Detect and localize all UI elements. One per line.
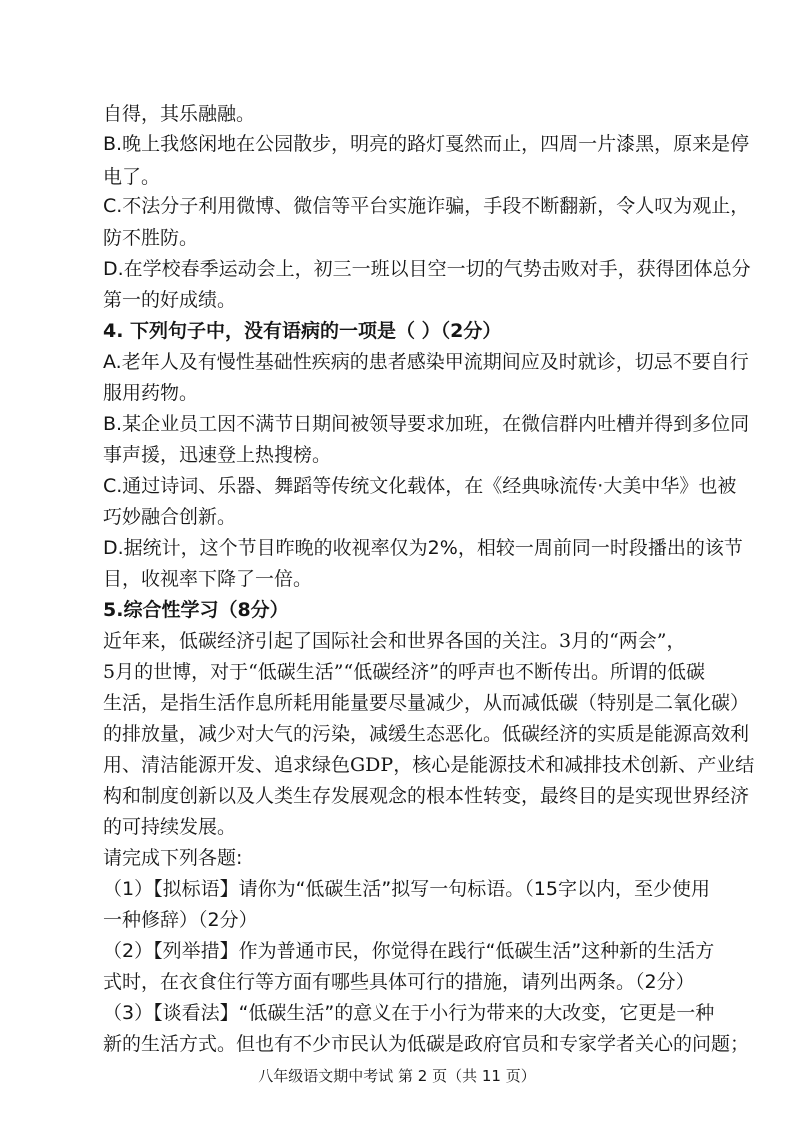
passage-line-2: 5月的世博，对于“低碳生活”“低碳经济”的呼声也不断传出。所谓的低碳 xyxy=(103,661,705,683)
q4-option-b-line-1: B.某企业员工因不满节日期间被领导要求加班，在微信群内吐槽并得到多位同 xyxy=(103,413,750,435)
q4-option-c-line-1: C.通过诗词、乐器、舞蹈等传统文化载体，在《经典咏流传·大美中华》也被 xyxy=(103,475,737,497)
subquestion-2-line-1: （2）【列举措】作为普通市民，你觉得在践行“低碳生活”这种新的生活方 xyxy=(103,940,715,962)
option-b-line-1: B.晚上我悠闲地在公园散步，明亮的路灯戛然而止，四周一片漆黑，原来是停 xyxy=(103,133,750,155)
page-footer: 八年级语文期中考试 第 2 页（共 11 页） xyxy=(258,1067,536,1085)
subquestion-2-line-2: 式时，在衣食住行等方面有哪些具体可行的措施，请列出两条。（2分） xyxy=(103,971,695,993)
option-c-line-1: C.不法分子利用微博、微信等平台实施诈骗，手段不断翻新，令人叹为观止， xyxy=(103,195,750,217)
passage-line-6: 构和制度创新以及人类生存发展观念的根本性转变，最终目的是实现世界经济 xyxy=(103,785,750,807)
subquestion-3-line-1: （3）【谈看法】“低碳生活”的意义在于小行为带来的大改变，它更是一种 xyxy=(103,1002,715,1024)
passage-line-3: 生活，是指生活作息所耗用能量要尽量减少，从而减低碳（特别是二氧化碳） xyxy=(103,692,750,714)
subquestion-1-line-2: 一种修辞）（2分） xyxy=(103,909,258,931)
passage-line-1: 近年来，低碳经济引起了国际社会和世界各国的关注。3月的“两会”， xyxy=(103,630,686,652)
subquestion-3-line-2: 新的生活方式。但也有不少市民认为低碳是政府官员和专家学者关心的问题； xyxy=(103,1033,750,1055)
q4-option-a-line-1: A.老年人及有慢性基础性疾病的患者感染甲流期间应及时就诊，切忌不要自行 xyxy=(103,351,749,373)
question-5-title: 5.综合性学习（8分） xyxy=(103,599,289,621)
passage-line-4: 的排放量，减少对大气的污染，减缓生态恶化。低碳经济的实质是能源高效利 xyxy=(103,723,750,745)
q4-option-d-line-1: D.据统计，这个节目昨晚的收视率仅为2%，相较一周前同一时段播出的该节 xyxy=(103,537,743,559)
option-c-line-2: 防不胜防。 xyxy=(103,227,199,249)
instruction-line: 请完成下列各题: xyxy=(103,847,243,869)
q4-option-c-line-2: 巧妙融合创新。 xyxy=(103,506,237,528)
option-d-line-1: D.在学校春季运动会上，初三一班以目空一切的气势击败对手，获得团体总分 xyxy=(103,258,751,280)
q4-option-a-line-2: 服用药物。 xyxy=(103,382,199,404)
passage-line-7: 的可持续发展。 xyxy=(103,816,237,838)
passage-line-5: 用、清洁能源开发、追求绿色GDP，核心是能源技术和减排技术创新、产业结 xyxy=(103,754,755,776)
option-b-line-2: 电了。 xyxy=(103,166,161,188)
option-d-line-2: 第一的好成绩。 xyxy=(103,289,237,311)
question-4-title: 4. 下列句子中，没有语病的一项是（ ）（2分） xyxy=(103,320,502,342)
q4-option-d-line-2: 目，收视率下降了一倍。 xyxy=(103,568,313,590)
q4-option-b-line-2: 事声援，迅速登上热搜榜。 xyxy=(103,444,332,466)
text-line-1: 自得，其乐融融。 xyxy=(103,103,256,125)
subquestion-1-line-1: （1）【拟标语】请你为“低碳生活”拟写一句标语。（15字以内，至少使用 xyxy=(103,878,710,900)
